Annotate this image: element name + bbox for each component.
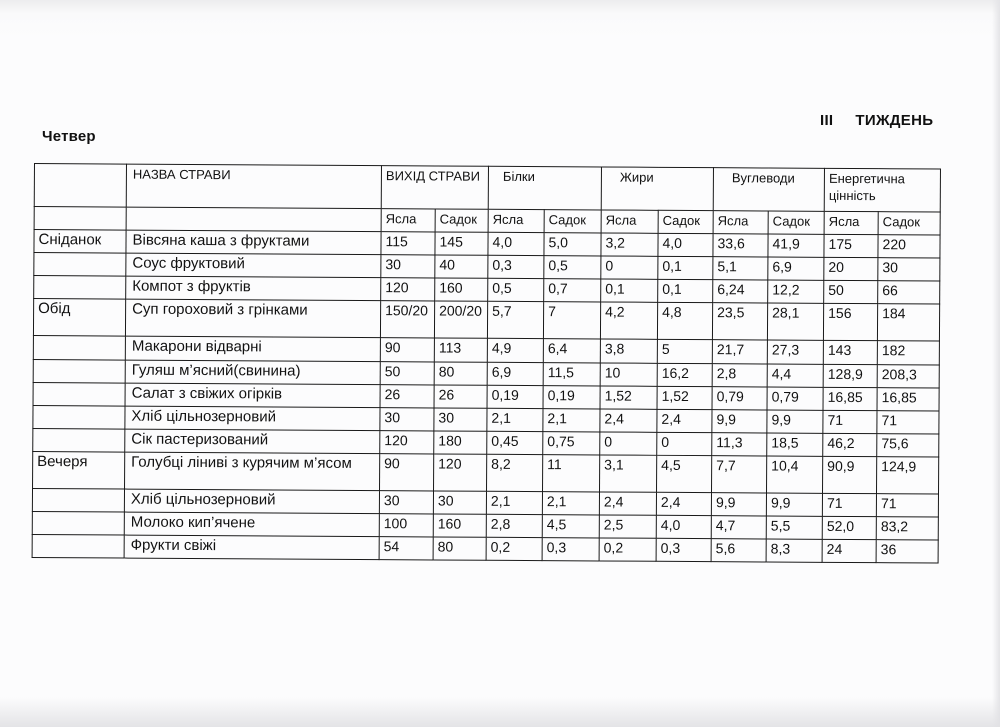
proteins-kindergarten-cell: 5,0	[544, 233, 601, 256]
dish-name-cell: Вівсяна каша з фруктами	[126, 230, 381, 255]
carbs-kindergarten-cell: 5,5	[766, 516, 822, 539]
proteins-kindergarten-cell: 0,3	[542, 538, 599, 561]
dish-name-cell: Хліб цільнозерновий	[124, 489, 379, 514]
proteins-nursery-cell: 0,3	[488, 255, 544, 278]
dish-name-cell: Салат з свіжих огірків	[125, 383, 380, 408]
fats-kindergarten-cell: 0,1	[658, 256, 713, 279]
output-nursery-cell: 115	[381, 232, 435, 255]
dish-name-cell: Голубці ліниві з курячим м’ясом	[125, 452, 380, 491]
fats-kindergarten-cell: 4,0	[658, 233, 713, 256]
carbs-kindergarten-cell: 27,3	[767, 340, 823, 364]
output-kindergarten-cell: 120	[434, 454, 487, 491]
fats-kindergarten-cell: 5	[657, 339, 712, 363]
output-kindergarten-cell: 40	[435, 255, 488, 278]
meal-cell	[32, 534, 124, 558]
fats-nursery-cell: 0,1	[601, 279, 658, 302]
proteins-nursery-cell: 0,19	[487, 385, 543, 408]
carbs-nursery-cell: 7,7	[712, 456, 767, 493]
output-kindergarten-cell: 80	[433, 537, 486, 560]
fats-kindergarten-cell: 4,8	[657, 302, 712, 339]
meal-cell	[32, 488, 124, 512]
subheader-nursery: Ясла	[488, 209, 544, 232]
table-row	[32, 534, 938, 563]
energy-kindergarten-cell: 36	[876, 540, 938, 563]
output-kindergarten-cell: 80	[434, 362, 487, 385]
output-kindergarten-cell: 160	[433, 514, 486, 537]
energy-kindergarten-cell: 71	[876, 494, 938, 517]
proteins-nursery-cell: 6,9	[487, 362, 543, 385]
output-nursery-cell: 120	[381, 278, 435, 301]
proteins-nursery-cell: 4,9	[487, 338, 543, 362]
meal-cell: Сніданок	[34, 230, 126, 254]
dish-name-cell: Хліб цільнозерновий	[125, 406, 380, 431]
carbs-kindergarten-cell: 10,4	[767, 456, 823, 493]
carbs-kindergarten-cell: 18,5	[767, 433, 823, 456]
fats-nursery-cell: 2,4	[599, 492, 656, 515]
subheader-kindergarten: Садок	[544, 210, 601, 233]
carbs-nursery-cell: 4,7	[711, 516, 766, 539]
energy-kindergarten-cell: 182	[877, 341, 939, 365]
week-title	[820, 112, 933, 129]
header-empty-cell	[34, 164, 126, 208]
output-nursery-cell: 150/20	[380, 301, 434, 338]
header-carbs: Вуглеводи	[713, 168, 824, 212]
header-row	[34, 164, 940, 213]
subheader-nursery: Ясла	[381, 209, 435, 232]
energy-nursery-cell: 24	[822, 539, 876, 562]
proteins-kindergarten-cell: 0,7	[544, 279, 601, 302]
meal-cell	[34, 253, 126, 277]
carbs-nursery-cell: 21,7	[712, 340, 767, 364]
fats-nursery-cell: 0,2	[599, 538, 656, 561]
output-kindergarten-cell: 113	[434, 338, 487, 362]
carbs-nursery-cell: 5,1	[713, 257, 768, 280]
energy-nursery-cell: 46,2	[823, 433, 877, 456]
fats-nursery-cell: 2,4	[600, 409, 657, 432]
header-output: ВИХІД СТРАВИ	[381, 166, 488, 210]
fats-nursery-cell: 10	[600, 363, 657, 386]
carbs-nursery-cell: 11,3	[712, 433, 767, 456]
meal-cell: Вечеря	[33, 451, 125, 489]
energy-nursery-cell: 71	[823, 410, 877, 433]
table-row	[33, 299, 939, 342]
output-kindergarten-cell: 200/20	[434, 301, 487, 338]
energy-nursery-cell: 52,0	[822, 516, 876, 539]
proteins-kindergarten-cell: 0,75	[543, 432, 600, 455]
menu-table	[32, 163, 941, 564]
proteins-kindergarten-cell: 11,5	[543, 363, 600, 386]
fats-kindergarten-cell: 16,2	[657, 363, 712, 386]
subheader-nursery: Ясла	[824, 211, 878, 234]
carbs-kindergarten-cell: 8,3	[766, 539, 822, 562]
proteins-kindergarten-cell: 4,5	[542, 515, 599, 538]
meal-cell	[34, 276, 126, 300]
dish-name-cell: Макарони відварні	[125, 336, 380, 362]
header-fats: Жири	[601, 167, 713, 211]
carbs-nursery-cell: 23,5	[712, 303, 767, 340]
fats-nursery-cell: 3,8	[600, 339, 657, 363]
output-nursery-cell: 30	[379, 491, 433, 514]
carbs-kindergarten-cell: 0,79	[767, 387, 823, 410]
dish-name-cell: Суп гороховий з грінками	[125, 299, 380, 338]
proteins-nursery-cell: 0,45	[487, 431, 543, 454]
energy-kindergarten-cell: 75,6	[877, 434, 939, 457]
proteins-nursery-cell: 2,1	[486, 491, 542, 514]
output-nursery-cell: 90	[380, 338, 434, 362]
proteins-nursery-cell: 2,1	[487, 408, 543, 431]
week-number: ІІІ	[820, 112, 834, 129]
carbs-kindergarten-cell: 4,4	[767, 364, 823, 387]
proteins-nursery-cell: 4,0	[488, 232, 544, 255]
fats-kindergarten-cell: 2,4	[656, 492, 711, 515]
subheader-empty-cell	[34, 207, 126, 231]
energy-kindergarten-cell: 220	[878, 235, 940, 258]
header-proteins: Білки	[488, 166, 601, 210]
proteins-kindergarten-cell: 11	[543, 455, 600, 492]
proteins-kindergarten-cell: 7	[543, 302, 600, 339]
proteins-nursery-cell: 0,2	[486, 537, 542, 560]
proteins-kindergarten-cell: 2,1	[542, 492, 599, 515]
week-word: ТИЖДЕНЬ	[855, 112, 934, 129]
proteins-nursery-cell: 5,7	[487, 301, 543, 338]
proteins-kindergarten-cell: 6,4	[543, 339, 600, 363]
subheader-nursery: Ясла	[713, 211, 768, 234]
carbs-nursery-cell: 6,24	[713, 280, 768, 303]
fats-kindergarten-cell: 0	[657, 432, 712, 455]
output-kindergarten-cell: 145	[435, 232, 488, 255]
energy-kindergarten-cell: 83,2	[876, 517, 938, 540]
fats-kindergarten-cell: 4,0	[656, 515, 711, 538]
carbs-kindergarten-cell: 9,9	[766, 493, 822, 516]
carbs-nursery-cell: 9,9	[711, 493, 766, 516]
output-nursery-cell: 50	[380, 362, 434, 385]
fats-kindergarten-cell: 2,4	[657, 409, 712, 432]
meal-cell	[33, 359, 125, 383]
energy-kindergarten-cell: 66	[878, 281, 940, 304]
meal-cell	[32, 511, 124, 535]
output-kindergarten-cell: 30	[434, 408, 487, 431]
meal-cell	[33, 405, 125, 429]
output-kindergarten-cell: 30	[433, 491, 486, 514]
carbs-nursery-cell: 2,8	[712, 364, 767, 387]
fats-kindergarten-cell: 1,52	[657, 386, 712, 409]
fats-nursery-cell: 3,2	[601, 233, 658, 256]
day-title: Четвер	[42, 128, 96, 145]
energy-nursery-cell: 175	[824, 234, 878, 257]
energy-nursery-cell: 50	[824, 280, 878, 303]
proteins-nursery-cell: 0,5	[488, 278, 544, 301]
energy-kindergarten-cell: 30	[878, 258, 940, 281]
meal-cell	[33, 335, 125, 360]
dish-name-cell: Сік пастеризований	[125, 429, 380, 454]
energy-nursery-cell: 90,9	[823, 456, 877, 493]
energy-kindergarten-cell: 16,85	[877, 388, 939, 411]
proteins-kindergarten-cell: 2,1	[543, 409, 600, 432]
subheader-kindergarten: Садок	[878, 212, 940, 235]
energy-kindergarten-cell: 184	[877, 304, 939, 341]
carbs-nursery-cell: 5,6	[711, 539, 766, 562]
output-nursery-cell: 30	[380, 408, 434, 431]
energy-nursery-cell: 128,9	[823, 364, 877, 387]
dish-name-cell: Фрукти свіжі	[124, 535, 379, 560]
subheader-kindergarten: Садок	[658, 210, 713, 233]
carbs-nursery-cell: 33,6	[713, 234, 768, 257]
fats-nursery-cell: 3,1	[600, 455, 657, 492]
energy-kindergarten-cell: 124,9	[877, 457, 939, 494]
paper-right-edge	[992, 0, 1000, 727]
carbs-kindergarten-cell: 41,9	[768, 234, 824, 257]
output-kindergarten-cell: 180	[434, 431, 487, 454]
dish-name-cell: Гуляш м’ясний(свинина)	[125, 360, 380, 385]
subheader-kindergarten: Садок	[768, 211, 824, 234]
output-nursery-cell: 26	[380, 385, 434, 408]
carbs-kindergarten-cell: 28,1	[767, 303, 823, 340]
proteins-kindergarten-cell: 0,19	[543, 386, 600, 409]
fats-kindergarten-cell: 0,1	[658, 279, 713, 302]
proteins-kindergarten-cell: 0,5	[544, 256, 601, 279]
fats-kindergarten-cell: 0,3	[656, 538, 711, 561]
energy-nursery-cell: 20	[824, 257, 878, 280]
output-nursery-cell: 90	[380, 454, 434, 491]
fats-kindergarten-cell: 4,5	[657, 455, 712, 492]
header-dish-name: НАЗВА СТРАВИ	[126, 164, 381, 209]
proteins-nursery-cell: 2,8	[486, 514, 542, 537]
fats-nursery-cell: 2,5	[599, 515, 656, 538]
energy-kindergarten-cell: 208,3	[877, 365, 939, 388]
output-nursery-cell: 54	[379, 537, 433, 560]
output-nursery-cell: 100	[379, 514, 433, 537]
energy-nursery-cell: 143	[823, 340, 877, 364]
output-kindergarten-cell: 26	[434, 385, 487, 408]
output-nursery-cell: 30	[381, 255, 435, 278]
carbs-kindergarten-cell: 9,9	[767, 410, 823, 433]
fats-nursery-cell: 0	[601, 256, 658, 279]
table-row	[33, 451, 939, 494]
fats-nursery-cell: 0	[600, 432, 657, 455]
energy-nursery-cell: 71	[822, 493, 876, 516]
header-energy: Енергетична цінність	[824, 168, 940, 212]
energy-nursery-cell: 156	[823, 303, 877, 340]
fats-nursery-cell: 4,2	[600, 302, 657, 339]
meal-cell	[33, 428, 125, 452]
output-kindergarten-cell: 160	[435, 278, 488, 301]
meal-cell: Обід	[33, 299, 125, 337]
energy-kindergarten-cell: 71	[877, 411, 939, 434]
paper-bottom-shadow	[0, 697, 1000, 727]
output-nursery-cell: 120	[380, 431, 434, 454]
dish-name-cell: Компот з фруктів	[126, 276, 381, 301]
fats-nursery-cell: 1,52	[600, 386, 657, 409]
meal-cell	[33, 382, 125, 406]
dish-name-cell: Молоко кип’ячене	[124, 512, 379, 537]
proteins-nursery-cell: 8,2	[487, 454, 543, 491]
carbs-nursery-cell: 0,79	[712, 387, 767, 410]
subheader-nursery: Ясла	[601, 210, 658, 233]
carbs-nursery-cell: 9,9	[712, 410, 767, 433]
carbs-kindergarten-cell: 12,2	[768, 280, 824, 303]
subheader-kindergarten: Садок	[435, 209, 488, 232]
dish-name-cell: Соус фруктовий	[126, 253, 381, 278]
energy-nursery-cell: 16,85	[823, 387, 877, 410]
carbs-kindergarten-cell: 6,9	[768, 257, 824, 280]
subheader-empty-cell	[126, 207, 381, 232]
